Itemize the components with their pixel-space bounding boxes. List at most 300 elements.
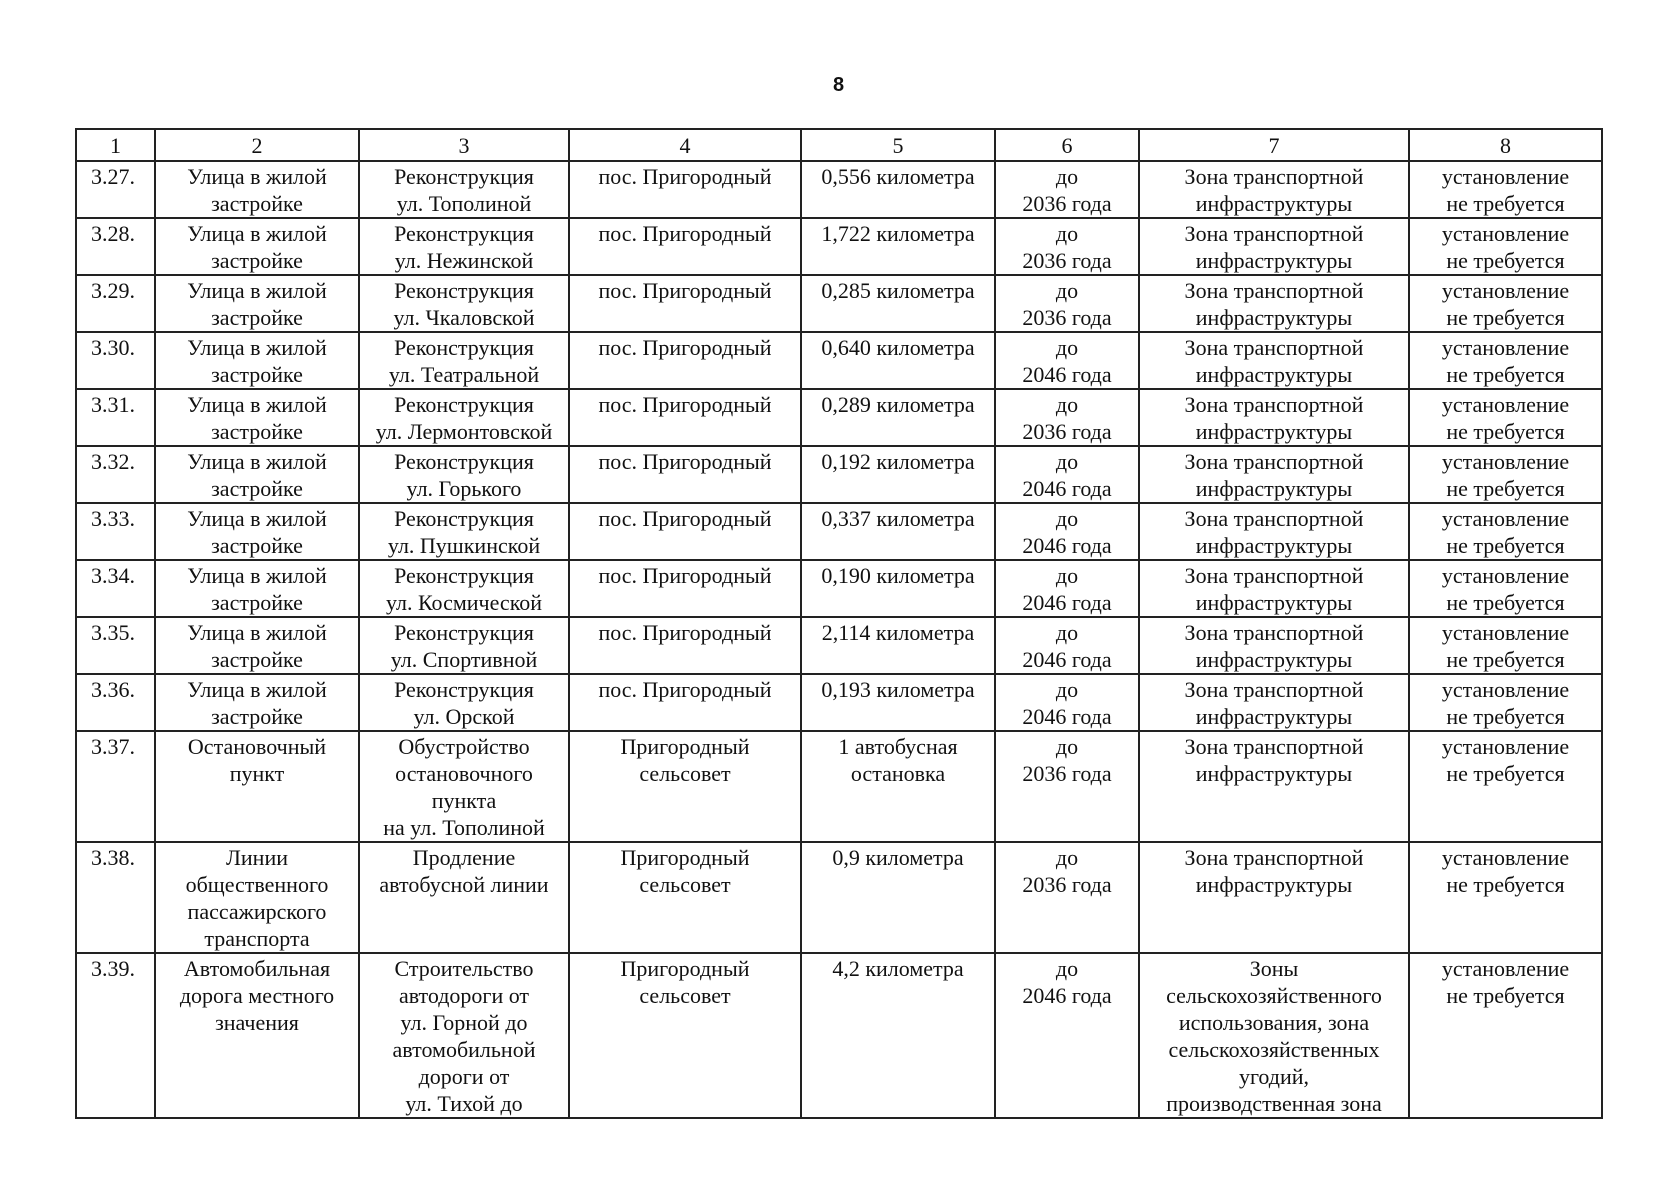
- facility-type-line: транспорта: [204, 926, 310, 951]
- facility-term-cell: [995, 731, 1139, 842]
- functional-zone-line: инфраструктуры: [1195, 761, 1353, 786]
- zone-restriction-line: установление: [1441, 221, 1570, 246]
- facility-action-line: Реконструкция: [394, 164, 534, 189]
- facility-action-line: Строительство: [394, 956, 534, 981]
- functional-zone-line: Зона транспортной: [1184, 734, 1364, 759]
- facility-action-line: ул. Чкаловской: [393, 305, 535, 330]
- facility-location-cell: [569, 503, 801, 560]
- facility-action-line: ул. Тополиной: [396, 191, 532, 216]
- facility-action-cell: [359, 389, 569, 446]
- functional-zone-line: Зона транспортной: [1184, 221, 1364, 246]
- functional-zone-cell: [1139, 842, 1409, 953]
- facility-term-line: до: [1055, 563, 1079, 588]
- facility-term-line: до: [1055, 449, 1079, 474]
- zone-restriction-cell: [1409, 560, 1602, 617]
- zone-restriction-line: не требуется: [1446, 419, 1565, 444]
- facility-location-line: сельсовет: [639, 983, 731, 1008]
- facility-type-line: Улица в жилой: [187, 278, 327, 303]
- functional-zone-cell: [1139, 161, 1409, 218]
- facility-type-line: Линии: [225, 845, 288, 870]
- facility-term-line: до: [1055, 956, 1079, 981]
- facility-location-line: пос. Пригородный: [598, 506, 772, 531]
- row-number: 3.30.: [76, 332, 155, 389]
- functional-zone-cell: [1139, 446, 1409, 503]
- facility-action-cell: [359, 731, 569, 842]
- functional-zone-line: Зона транспортной: [1184, 506, 1364, 531]
- facility-type-cell: [155, 953, 359, 1118]
- facility-action-line: автобусной линии: [379, 872, 549, 897]
- zone-restriction-line: установление: [1441, 449, 1570, 474]
- table-row: [76, 275, 1602, 332]
- facility-location-cell: [569, 218, 801, 275]
- facility-size-line: 1 автобусная: [838, 734, 958, 759]
- zone-restriction-line: не требуется: [1446, 704, 1565, 729]
- facility-term-line: до: [1055, 221, 1079, 246]
- facility-type-line: застройке: [211, 248, 303, 273]
- facility-type-line: Автомобильная: [183, 956, 331, 981]
- facility-type-cell: [155, 617, 359, 674]
- facility-size-line: 0,337 километра: [821, 506, 975, 531]
- functional-zone-line: инфраструктуры: [1195, 362, 1353, 387]
- facility-action-cell: [359, 617, 569, 674]
- facility-type-line: Улица в жилой: [187, 506, 327, 531]
- facility-type-line: пункт: [229, 761, 285, 786]
- zone-restriction-line: установление: [1441, 392, 1570, 417]
- facility-size-line: 0,9 километра: [832, 845, 964, 870]
- row-number: 3.27.: [76, 161, 155, 218]
- functional-zone-cell: [1139, 389, 1409, 446]
- functional-zone-line: инфраструктуры: [1195, 191, 1353, 216]
- facility-type-cell: [155, 389, 359, 446]
- facility-size-cell: [801, 560, 995, 617]
- facility-location-line: пос. Пригородный: [598, 278, 772, 303]
- functional-zone-cell: [1139, 617, 1409, 674]
- facility-location-line: пос. Пригородный: [598, 620, 772, 645]
- facility-location-line: сельсовет: [639, 872, 731, 897]
- functional-zone-cell: [1139, 332, 1409, 389]
- facility-term-line: 2036 года: [1022, 761, 1112, 786]
- functional-zone-cell: [1139, 731, 1409, 842]
- facility-term-line: до: [1055, 845, 1079, 870]
- facility-term-cell: [995, 332, 1139, 389]
- facility-size-cell: [801, 332, 995, 389]
- facility-action-line: ул. Спортивной: [390, 647, 538, 672]
- facility-type-line: Улица в жилой: [187, 677, 327, 702]
- zone-restriction-line: не требуется: [1446, 362, 1565, 387]
- table-row: [76, 560, 1602, 617]
- facility-location-line: пос. Пригородный: [598, 392, 772, 417]
- facility-term-line: 2046 года: [1022, 476, 1112, 501]
- facility-size-cell: [801, 275, 995, 332]
- row-number: 3.32.: [76, 446, 155, 503]
- functional-zone-line: инфраструктуры: [1195, 704, 1353, 729]
- facility-size-line: 0,285 километра: [821, 278, 975, 303]
- facility-type-cell: [155, 275, 359, 332]
- functional-zone-line: инфраструктуры: [1195, 872, 1353, 897]
- facility-action-cell: [359, 446, 569, 503]
- facility-action-line: ул. Тихой до: [405, 1091, 523, 1116]
- facility-action-cell: [359, 332, 569, 389]
- table-row: [76, 446, 1602, 503]
- page-number: 8: [832, 74, 845, 96]
- row-number: 3.36.: [76, 674, 155, 731]
- column-header-5: 5: [801, 129, 995, 161]
- functional-zone-line: Зона транспортной: [1184, 845, 1364, 870]
- facility-action-line: Реконструкция: [394, 620, 534, 645]
- facility-term-line: до: [1055, 164, 1079, 189]
- facility-action-cell: [359, 275, 569, 332]
- facility-location-line: пос. Пригородный: [598, 563, 772, 588]
- functional-zone-line: Зона транспортной: [1184, 164, 1364, 189]
- facility-action-cell: [359, 161, 569, 218]
- facility-type-line: застройке: [211, 305, 303, 330]
- zone-restriction-cell: [1409, 617, 1602, 674]
- zone-restriction-line: не требуется: [1446, 476, 1565, 501]
- facility-location-line: пос. Пригородный: [598, 335, 772, 360]
- facility-action-line: ул. Горького: [406, 476, 522, 501]
- facility-term-cell: [995, 389, 1139, 446]
- column-header-8: 8: [1409, 129, 1602, 161]
- facility-term-cell: [995, 161, 1139, 218]
- table-row: [76, 953, 1602, 1118]
- facility-size-line: 1,722 километра: [821, 221, 975, 246]
- table-row: [76, 842, 1602, 953]
- facility-size-cell: [801, 617, 995, 674]
- facility-location-cell: [569, 953, 801, 1118]
- facility-action-line: ул. Нежинской: [394, 248, 534, 273]
- functional-zone-line: Зоны: [1249, 956, 1299, 981]
- facility-type-line: застройке: [211, 533, 303, 558]
- zone-restriction-line: не требуется: [1446, 647, 1565, 672]
- facility-location-line: пос. Пригородный: [598, 449, 772, 474]
- facility-term-cell: [995, 560, 1139, 617]
- column-header-7: 7: [1139, 129, 1409, 161]
- facility-size-cell: [801, 389, 995, 446]
- zone-restriction-cell: [1409, 275, 1602, 332]
- facility-location-cell: [569, 389, 801, 446]
- table-row: [76, 731, 1602, 842]
- facility-term-line: 2046 года: [1022, 983, 1112, 1008]
- facility-term-line: до: [1055, 677, 1079, 702]
- facility-term-line: до: [1055, 278, 1079, 303]
- facility-size-line: 4,2 километра: [832, 956, 964, 981]
- zone-restriction-line: установление: [1441, 956, 1570, 981]
- facility-term-cell: [995, 674, 1139, 731]
- facility-term-cell: [995, 218, 1139, 275]
- zone-restriction-line: не требуется: [1446, 872, 1565, 897]
- facility-size-cell: [801, 674, 995, 731]
- facility-action-line: Реконструкция: [394, 278, 534, 303]
- facility-term-line: 2036 года: [1022, 191, 1112, 216]
- facility-term-line: 2046 года: [1022, 647, 1112, 672]
- row-number: 3.37.: [76, 731, 155, 842]
- facility-action-line: Реконструкция: [394, 449, 534, 474]
- facility-type-line: застройке: [211, 590, 303, 615]
- facility-size-line: 0,289 километра: [821, 392, 975, 417]
- zone-restriction-cell: [1409, 953, 1602, 1118]
- functional-zone-line: Зона транспортной: [1184, 335, 1364, 360]
- facility-type-cell: [155, 218, 359, 275]
- zone-restriction-line: не требуется: [1446, 590, 1565, 615]
- facility-location-cell: [569, 617, 801, 674]
- functional-zone-cell: [1139, 503, 1409, 560]
- facility-term-line: 2046 года: [1022, 704, 1112, 729]
- facility-type-line: застройке: [211, 647, 303, 672]
- facility-action-line: Реконструкция: [394, 221, 534, 246]
- facility-type-cell: [155, 332, 359, 389]
- column-header-1: 1: [76, 129, 155, 161]
- facility-type-line: застройке: [211, 191, 303, 216]
- facility-type-line: Улица в жилой: [187, 620, 327, 645]
- functional-zone-cell: [1139, 674, 1409, 731]
- zone-restriction-line: установление: [1441, 164, 1570, 189]
- facility-size-cell: [801, 503, 995, 560]
- functional-zone-line: инфраструктуры: [1195, 248, 1353, 273]
- facility-action-line: на ул. Тополиной: [383, 815, 545, 840]
- facility-term-line: до: [1055, 620, 1079, 645]
- facility-size-line: 0,193 километра: [821, 677, 975, 702]
- zone-restriction-line: не требуется: [1446, 533, 1565, 558]
- facility-size-line: остановка: [850, 761, 946, 786]
- facility-location-cell: [569, 275, 801, 332]
- facility-location-line: пос. Пригородный: [598, 221, 772, 246]
- facility-location-cell: [569, 560, 801, 617]
- facility-term-cell: [995, 503, 1139, 560]
- facility-action-line: автодороги от: [398, 983, 530, 1008]
- facility-type-line: Улица в жилой: [187, 563, 327, 588]
- facility-type-cell: [155, 842, 359, 953]
- facility-action-line: ул. Лермонтовской: [375, 419, 553, 444]
- table-row: [76, 161, 1602, 218]
- functional-zone-line: инфраструктуры: [1195, 590, 1353, 615]
- zone-restriction-line: установление: [1441, 335, 1570, 360]
- zone-restriction-line: установление: [1441, 677, 1570, 702]
- row-number: 3.29.: [76, 275, 155, 332]
- row-number: 3.39.: [76, 953, 155, 1118]
- facility-type-cell: [155, 161, 359, 218]
- column-header-6: 6: [995, 129, 1139, 161]
- facility-size-line: 0,640 километра: [821, 335, 975, 360]
- table-row: [76, 674, 1602, 731]
- facilities-table: [75, 128, 1603, 1119]
- functional-zone-cell: [1139, 218, 1409, 275]
- facility-size-cell: [801, 218, 995, 275]
- facility-size-cell: [801, 161, 995, 218]
- facility-term-line: до: [1055, 734, 1079, 759]
- facility-type-line: застройке: [211, 419, 303, 444]
- facility-term-line: 2036 года: [1022, 419, 1112, 444]
- zone-restriction-line: не требуется: [1446, 983, 1565, 1008]
- facility-action-cell: [359, 560, 569, 617]
- zone-restriction-cell: [1409, 842, 1602, 953]
- facility-term-cell: [995, 275, 1139, 332]
- table-row: [76, 503, 1602, 560]
- functional-zone-line: сельскохозяйственного: [1166, 983, 1382, 1008]
- functional-zone-line: инфраструктуры: [1195, 647, 1353, 672]
- zone-restriction-cell: [1409, 161, 1602, 218]
- facility-location-line: Пригородный: [620, 734, 750, 759]
- functional-zone-cell: [1139, 560, 1409, 617]
- facility-type-line: Улица в жилой: [187, 392, 327, 417]
- functional-zone-line: использования, зона: [1178, 1010, 1370, 1035]
- functional-zone-cell: [1139, 275, 1409, 332]
- column-header-2: 2: [155, 129, 359, 161]
- facility-location-cell: [569, 161, 801, 218]
- facility-term-line: до: [1055, 335, 1079, 360]
- functional-zone-cell: [1139, 953, 1409, 1118]
- facility-action-line: пункта: [431, 788, 497, 813]
- facility-size-cell: [801, 953, 995, 1118]
- functional-zone-line: инфраструктуры: [1195, 476, 1353, 501]
- facility-type-line: значения: [215, 1010, 299, 1035]
- facility-action-line: остановочного: [395, 761, 533, 786]
- functional-zone-line: Зона транспортной: [1184, 392, 1364, 417]
- facility-term-line: 2046 года: [1022, 590, 1112, 615]
- facility-type-line: застройке: [211, 704, 303, 729]
- facility-term-line: 2036 года: [1022, 248, 1112, 273]
- facility-term-line: 2036 года: [1022, 872, 1112, 897]
- zone-restriction-cell: [1409, 332, 1602, 389]
- facility-action-line: ул. Космической: [385, 590, 543, 615]
- zone-restriction-line: установление: [1441, 506, 1570, 531]
- facility-action-line: автомобильной: [392, 1037, 536, 1062]
- facility-location-cell: [569, 731, 801, 842]
- facility-type-line: Улица в жилой: [187, 449, 327, 474]
- column-header-4: 4: [569, 129, 801, 161]
- facility-type-line: Остановочный: [187, 734, 327, 759]
- facility-type-cell: [155, 560, 359, 617]
- facility-action-line: Реконструкция: [394, 335, 534, 360]
- table-row: [76, 218, 1602, 275]
- facility-action-line: Реконструкция: [394, 677, 534, 702]
- facility-term-line: 2046 года: [1022, 533, 1112, 558]
- zone-restriction-line: установление: [1441, 620, 1570, 645]
- functional-zone-line: инфраструктуры: [1195, 419, 1353, 444]
- zone-restriction-cell: [1409, 503, 1602, 560]
- row-number: 3.31.: [76, 389, 155, 446]
- zone-restriction-line: установление: [1441, 563, 1570, 588]
- facility-type-cell: [155, 731, 359, 842]
- facility-location-line: пос. Пригородный: [598, 677, 772, 702]
- zone-restriction-line: не требуется: [1446, 305, 1565, 330]
- facility-action-line: Реконструкция: [394, 506, 534, 531]
- facility-term-line: до: [1055, 506, 1079, 531]
- zone-restriction-cell: [1409, 446, 1602, 503]
- facility-action-cell: [359, 218, 569, 275]
- facility-location-line: Пригородный: [620, 956, 750, 981]
- facility-term-line: 2046 года: [1022, 362, 1112, 387]
- facility-location-line: Пригородный: [620, 845, 750, 870]
- facility-term-cell: [995, 446, 1139, 503]
- facility-type-line: Улица в жилой: [187, 335, 327, 360]
- row-number: 3.33.: [76, 503, 155, 560]
- facility-term-cell: [995, 617, 1139, 674]
- facility-type-cell: [155, 503, 359, 560]
- functional-zone-line: Зона транспортной: [1184, 563, 1364, 588]
- column-header-3: 3: [359, 129, 569, 161]
- facility-action-line: ул. Орской: [413, 704, 515, 729]
- row-number: 3.28.: [76, 218, 155, 275]
- functional-zone-line: Зона транспортной: [1184, 449, 1364, 474]
- facility-location-cell: [569, 674, 801, 731]
- table-row: [76, 389, 1602, 446]
- functional-zone-line: производственная зона: [1166, 1091, 1382, 1116]
- facility-type-line: застройке: [211, 362, 303, 387]
- table-header-row: [76, 129, 1602, 161]
- facility-action-cell: [359, 674, 569, 731]
- facility-type-line: пассажирского: [187, 899, 327, 924]
- functional-zone-line: инфраструктуры: [1195, 305, 1353, 330]
- zone-restriction-line: не требуется: [1446, 761, 1565, 786]
- facility-location-cell: [569, 332, 801, 389]
- zone-restriction-line: установление: [1441, 278, 1570, 303]
- facility-action-line: Реконструкция: [394, 563, 534, 588]
- zone-restriction-line: установление: [1441, 734, 1570, 759]
- facility-size-cell: [801, 446, 995, 503]
- facility-size-cell: [801, 842, 995, 953]
- facility-location-cell: [569, 446, 801, 503]
- facility-action-cell: [359, 503, 569, 560]
- facility-type-line: Улица в жилой: [187, 164, 327, 189]
- facility-location-line: сельсовет: [639, 761, 731, 786]
- zone-restriction-line: не требуется: [1446, 191, 1565, 216]
- facility-action-line: Обустройство: [398, 734, 530, 759]
- table-row: [76, 332, 1602, 389]
- facility-action-line: Реконструкция: [394, 392, 534, 417]
- facility-action-line: ул. Театральной: [388, 362, 540, 387]
- zone-restriction-line: не требуется: [1446, 248, 1565, 273]
- facility-type-line: Улица в жилой: [187, 221, 327, 246]
- facility-type-line: дорога местного: [179, 983, 335, 1008]
- facility-action-cell: [359, 953, 569, 1118]
- facility-action-line: ул. Пушкинской: [387, 533, 541, 558]
- facility-type-cell: [155, 674, 359, 731]
- row-number: 3.35.: [76, 617, 155, 674]
- facility-type-line: застройке: [211, 476, 303, 501]
- zone-restriction-cell: [1409, 731, 1602, 842]
- functional-zone-line: Зона транспортной: [1184, 620, 1364, 645]
- zone-restriction-cell: [1409, 218, 1602, 275]
- facility-term-line: до: [1055, 392, 1079, 417]
- zone-restriction-cell: [1409, 674, 1602, 731]
- facility-action-line: дороги от: [418, 1064, 510, 1089]
- functional-zone-line: Зона транспортной: [1184, 677, 1364, 702]
- facility-action-cell: [359, 842, 569, 953]
- table-row: [76, 617, 1602, 674]
- facility-type-line: общественного: [185, 872, 329, 897]
- facility-size-line: 0,190 километра: [821, 563, 975, 588]
- zone-restriction-cell: [1409, 389, 1602, 446]
- row-number: 3.34.: [76, 560, 155, 617]
- facility-term-line: 2036 года: [1022, 305, 1112, 330]
- facility-location-line: пос. Пригородный: [598, 164, 772, 189]
- facility-term-cell: [995, 953, 1139, 1118]
- functional-zone-line: инфраструктуры: [1195, 533, 1353, 558]
- facility-size-line: 2,114 километра: [821, 620, 975, 645]
- facility-size-line: 0,556 километра: [821, 164, 975, 189]
- row-number: 3.38.: [76, 842, 155, 953]
- functional-zone-line: Зона транспортной: [1184, 278, 1364, 303]
- functional-zone-line: угодий,: [1238, 1064, 1310, 1089]
- facility-size-cell: [801, 731, 995, 842]
- zone-restriction-line: установление: [1441, 845, 1570, 870]
- functional-zone-line: сельскохозяйственных: [1168, 1037, 1380, 1062]
- facility-action-line: ул. Горной до: [400, 1010, 528, 1035]
- facility-term-cell: [995, 842, 1139, 953]
- facility-type-cell: [155, 446, 359, 503]
- facility-action-line: Продление: [412, 845, 516, 870]
- facility-location-cell: [569, 842, 801, 953]
